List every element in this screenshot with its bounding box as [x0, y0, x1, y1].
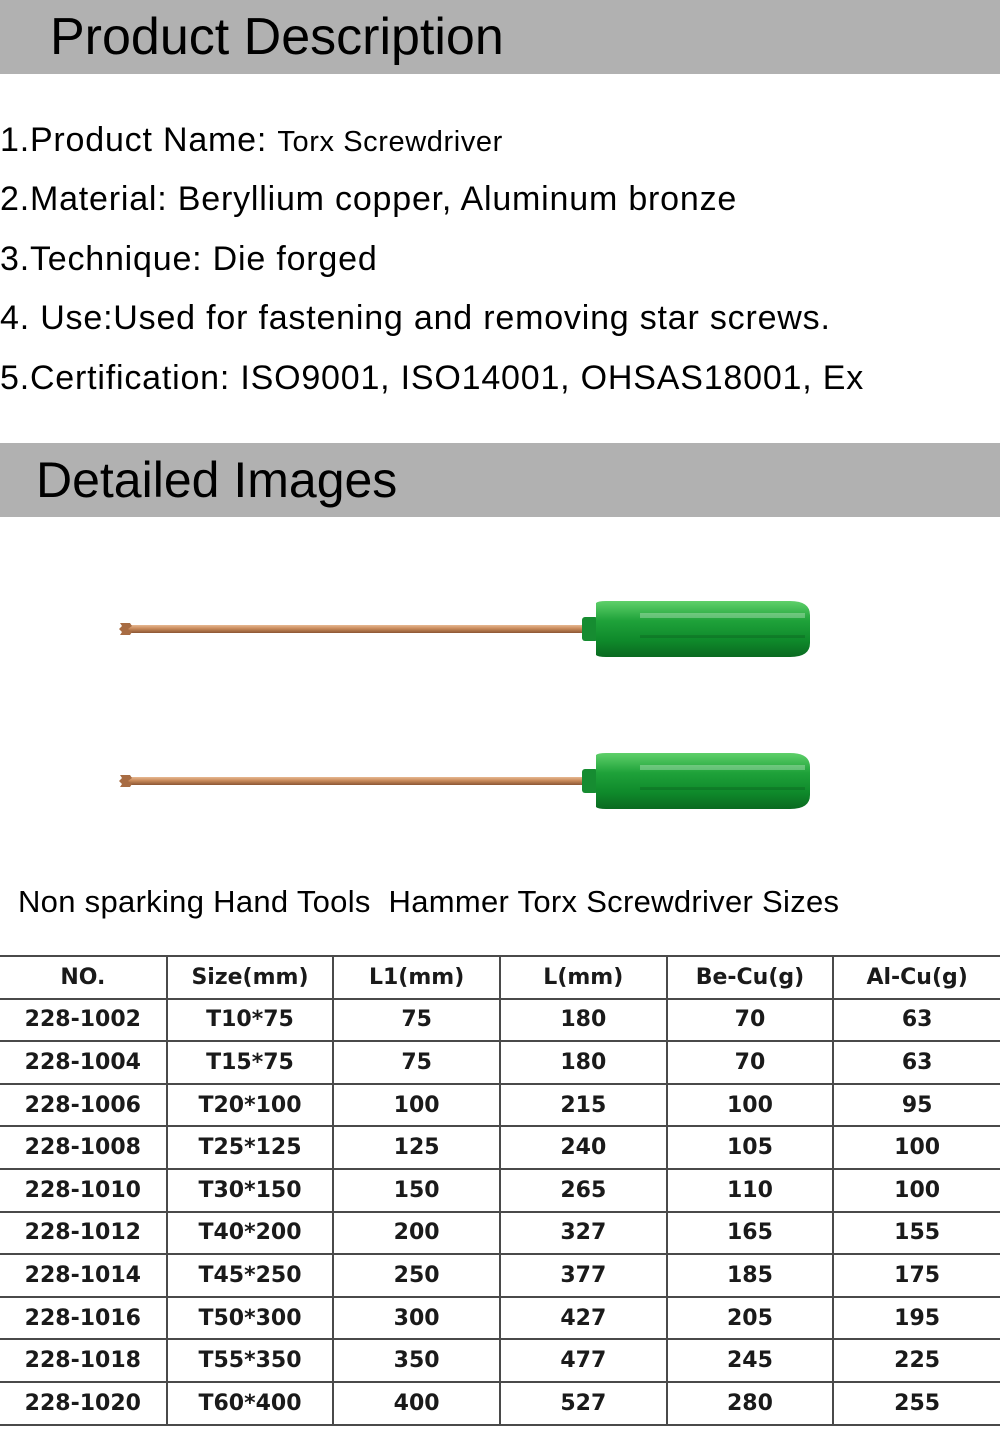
table-cell: 205: [667, 1297, 834, 1340]
table-cell: 527: [500, 1382, 667, 1425]
table-cell: T30*150: [167, 1169, 334, 1212]
table-cell: 228-1004: [0, 1041, 167, 1084]
table-cell: 400: [333, 1382, 500, 1425]
table-row: [0, 1041, 1000, 1084]
table-cell: 75: [333, 1041, 500, 1084]
table-cell: 95: [833, 1084, 1000, 1127]
table-cell: 327: [500, 1212, 667, 1255]
table-row: [0, 1297, 1000, 1340]
table-cell: T15*75: [167, 1041, 334, 1084]
table-cell: 125: [333, 1126, 500, 1169]
spec-technique: 3.Technique: Die forged: [0, 240, 378, 278]
column-header: L1(mm): [333, 956, 500, 999]
product-description-header: [0, 0, 1000, 74]
table-cell: 100: [667, 1084, 834, 1127]
table-cell: 225: [833, 1339, 1000, 1382]
table-cell: T20*100: [167, 1084, 334, 1127]
table-cell: 155: [833, 1212, 1000, 1255]
column-header: Be-Cu(g): [667, 956, 834, 999]
table-cell: 228-1012: [0, 1212, 167, 1255]
table-cell: 477: [500, 1339, 667, 1382]
table-row: [0, 1084, 1000, 1127]
table-row: [0, 1339, 1000, 1382]
column-header: Size(mm): [167, 956, 334, 999]
table-cell: 265: [500, 1169, 667, 1212]
table-cell: 165: [667, 1212, 834, 1255]
table-cell: T45*250: [167, 1254, 334, 1297]
table-cell: 427: [500, 1297, 667, 1340]
table-row: [0, 1254, 1000, 1297]
table-cell: 100: [333, 1084, 500, 1127]
table-cell: 228-1014: [0, 1254, 167, 1297]
sizes-table: [0, 955, 1000, 1426]
table-cell: T55*350: [167, 1339, 334, 1382]
spec-certification: 5.Certification: ISO9001, ISO14001, OHSAS18001, Ex: [0, 359, 865, 397]
table-cell: 280: [667, 1382, 834, 1425]
table-row: [0, 1169, 1000, 1212]
table-cell: 215: [500, 1084, 667, 1127]
table-cell: 200: [333, 1212, 500, 1255]
table-row: [0, 1126, 1000, 1169]
table-cell: 228-1020: [0, 1382, 167, 1425]
torx-screwdriver-icon: [119, 753, 810, 809]
column-header: L(mm): [500, 956, 667, 999]
table-row: [0, 999, 1000, 1042]
table-cell: 100: [833, 1126, 1000, 1169]
table-cell: 300: [333, 1297, 500, 1340]
table-cell: 228-1018: [0, 1339, 167, 1382]
table-cell: 105: [667, 1126, 834, 1169]
column-header: Al-Cu(g): [833, 956, 1000, 999]
table-cell: 250: [333, 1254, 500, 1297]
table-cell: 63: [833, 1041, 1000, 1084]
column-header: NO.: [0, 956, 167, 999]
product-images: [0, 540, 1000, 870]
table-cell: 350: [333, 1339, 500, 1382]
table-cell: 228-1008: [0, 1126, 167, 1169]
table-header-row: [0, 956, 1000, 999]
table-cell: 228-1010: [0, 1169, 167, 1212]
table-cell: 245: [667, 1339, 834, 1382]
table-cell: 240: [500, 1126, 667, 1169]
table-cell: 175: [833, 1254, 1000, 1297]
detailed-images-header: [0, 443, 1000, 517]
table-cell: 228-1016: [0, 1297, 167, 1340]
table-cell: T25*125: [167, 1126, 334, 1169]
table-cell: T10*75: [167, 999, 334, 1042]
table-row: [0, 1212, 1000, 1255]
table-cell: T50*300: [167, 1297, 334, 1340]
table-cell: 63: [833, 999, 1000, 1042]
table-cell: 100: [833, 1169, 1000, 1212]
table-cell: 70: [667, 999, 834, 1042]
table-cell: 255: [833, 1382, 1000, 1425]
table-cell: 195: [833, 1297, 1000, 1340]
table-cell: 228-1002: [0, 999, 167, 1042]
table-cell: 180: [500, 1041, 667, 1084]
spec-use: 4. Use:Used for fastening and removing star screws.: [0, 299, 831, 337]
table-cell: 185: [667, 1254, 834, 1297]
table-row: [0, 1382, 1000, 1425]
table-cell: 377: [500, 1254, 667, 1297]
table-cell: 70: [667, 1041, 834, 1084]
section-title: Product Description: [50, 8, 504, 66]
table-cell: 180: [500, 999, 667, 1042]
spec-product-name: 1.Product Name: Torx Screwdriver: [0, 121, 503, 159]
table-cell: 110: [667, 1169, 834, 1212]
table-cell: 150: [333, 1169, 500, 1212]
section-title: Detailed Images: [36, 452, 398, 508]
spec-material: 2.Material: Beryllium copper, Aluminum bronze: [0, 180, 738, 218]
table-cell: T60*400: [167, 1382, 334, 1425]
table-cell: T40*200: [167, 1212, 334, 1255]
torx-screwdriver-icon: [119, 601, 810, 657]
table-cell: 75: [333, 999, 500, 1042]
table-cell: 228-1006: [0, 1084, 167, 1127]
sizes-caption: Non sparking Hand Tools Hammer Torx Screwdriver Sizes: [18, 884, 840, 919]
